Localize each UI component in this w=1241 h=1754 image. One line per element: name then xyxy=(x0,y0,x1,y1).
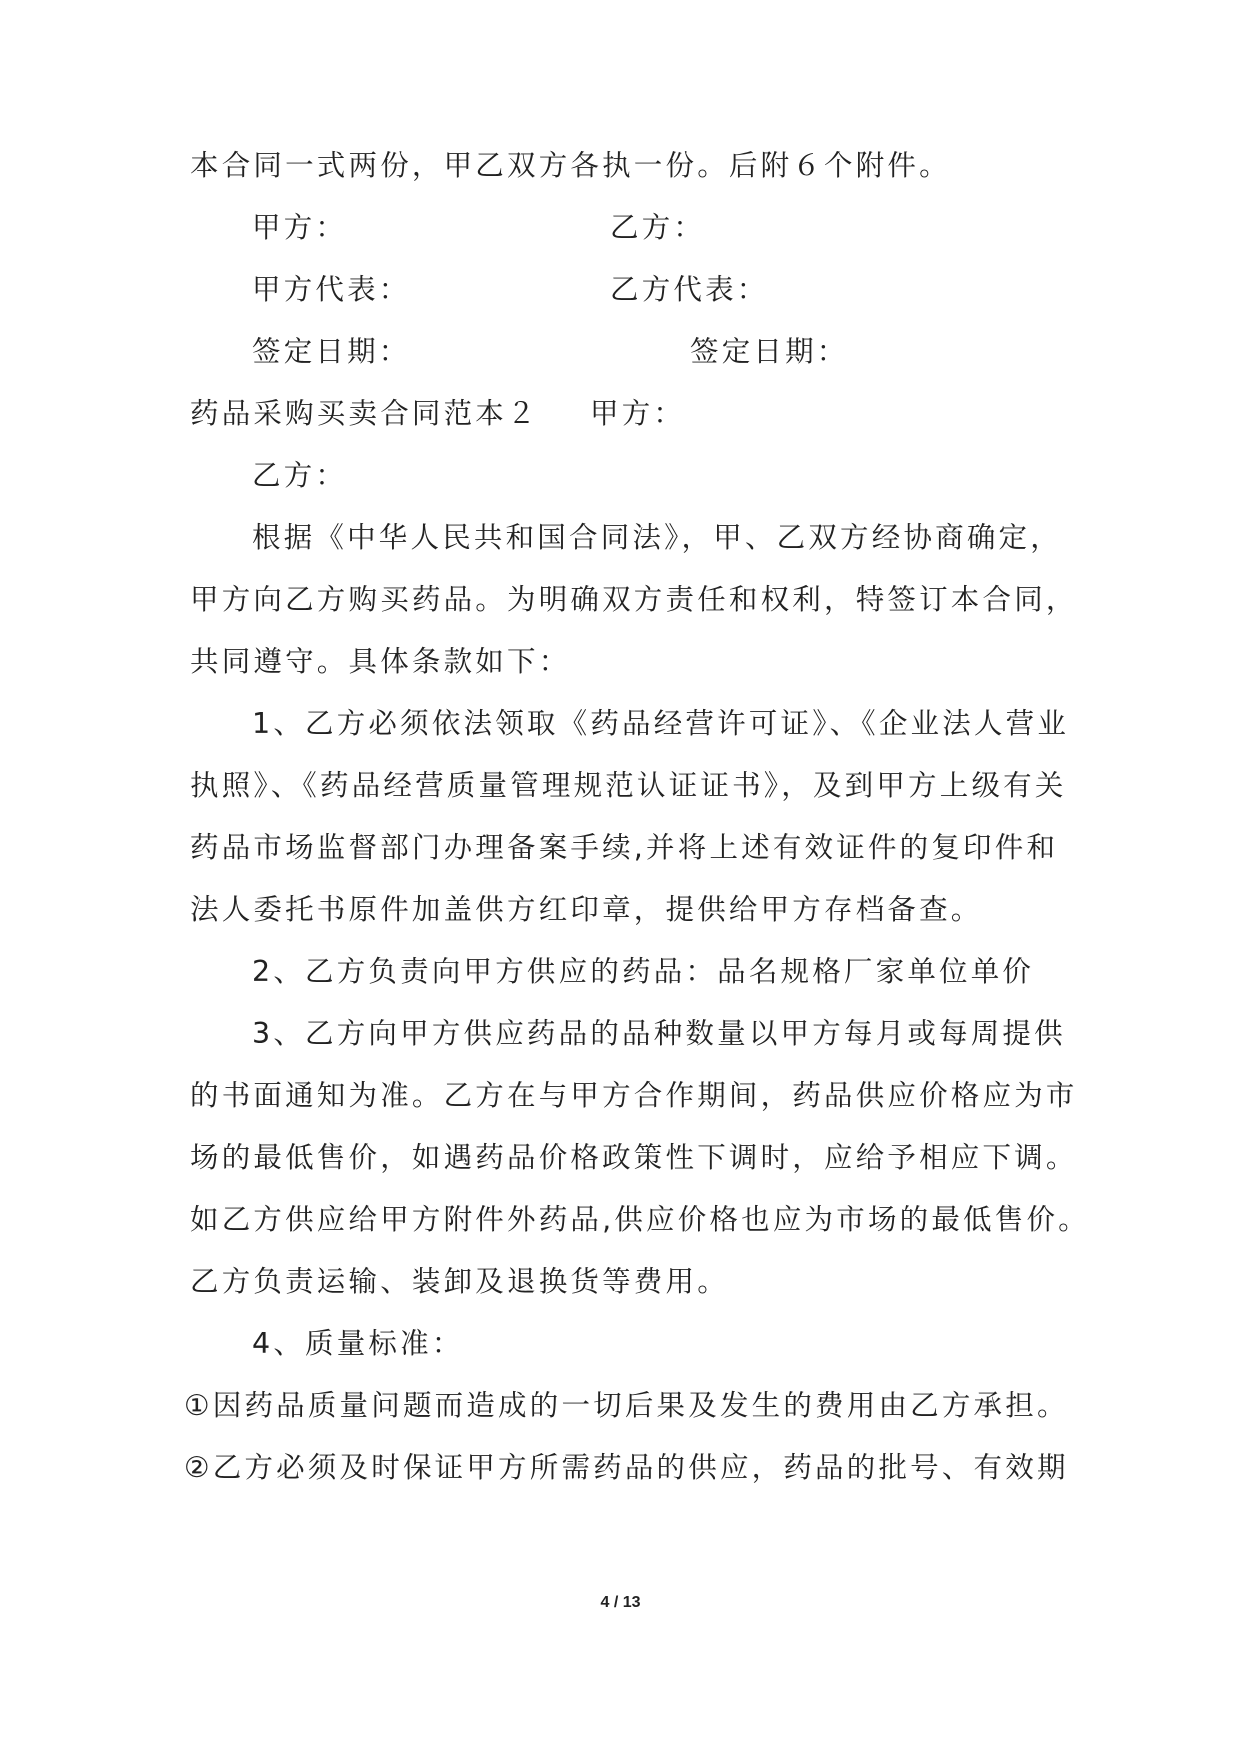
sign-date-a-label: 签定日期： xyxy=(252,335,411,368)
text-line: 如乙方供应给甲方附件外药品,供应价格也应为市场的最低售价。 xyxy=(190,1203,1090,1236)
party-b-rep-label: 乙方代表： xyxy=(610,273,769,306)
text-line: 2、乙方负责向甲方供应的药品：品名规格厂家单位单价 xyxy=(252,955,1035,988)
text-line: 的书面通知为准。乙方在与甲方合作期间，药品供应价格应为市 xyxy=(190,1079,1078,1112)
party-b-label-2: 乙方： xyxy=(252,459,348,492)
text-line: ②乙方必须及时保证甲方所需药品的供应，药品的批号、有效期 xyxy=(184,1451,1069,1484)
text-line: 本合同一式两份，甲乙双方各执一份。后附６个附件。 xyxy=(190,149,951,182)
page-number: 4 / 13 xyxy=(600,1594,641,1611)
text-line: 根据《中华人民共和国合同法》，甲、乙双方经协商确定， xyxy=(252,521,1062,554)
text-line: ①因药品质量问题而造成的一切后果及发生的费用由乙方承担。 xyxy=(184,1389,1069,1422)
text-line: 执照》、《药品经营质量管理规范认证证书》，及到甲方上级有关 xyxy=(190,769,1067,802)
party-a-label: 甲方： xyxy=(252,211,348,244)
party-a-rep-label: 甲方代表： xyxy=(252,273,411,306)
party-b-label: 乙方： xyxy=(610,211,706,244)
text-line: 药品市场监督部门办理备案手续,并将上述有效证件的复印件和 xyxy=(190,831,1059,864)
text-line: 4、质量标准： xyxy=(252,1327,464,1360)
sign-date-b-label: 签定日期： xyxy=(690,335,849,368)
text-line: 3、乙方向甲方供应药品的品种数量以甲方每月或每周提供 xyxy=(252,1017,1066,1050)
text-line: 乙方负责运输、装卸及退换货等费用。 xyxy=(190,1265,729,1298)
text-line: 法人委托书原件加盖供方红印章，提供给甲方存档备查。 xyxy=(190,893,983,926)
section-title: 药品采购买卖合同范本２ xyxy=(190,397,539,430)
text-line: 1、乙方必须依法领取《药品经营许可证》、《企业法人营业 xyxy=(252,707,1070,740)
text-line: 场的最低售价，如遇药品价格政策性下调时，应给予相应下调。 xyxy=(190,1141,1078,1174)
party-a-label-2: 甲方： xyxy=(590,397,686,430)
text-line: 共同遵守。具体条款如下： xyxy=(190,645,571,678)
text-line: 甲方向乙方购买药品。为明确双方责任和权利，特签订本合同， xyxy=(190,583,1078,616)
